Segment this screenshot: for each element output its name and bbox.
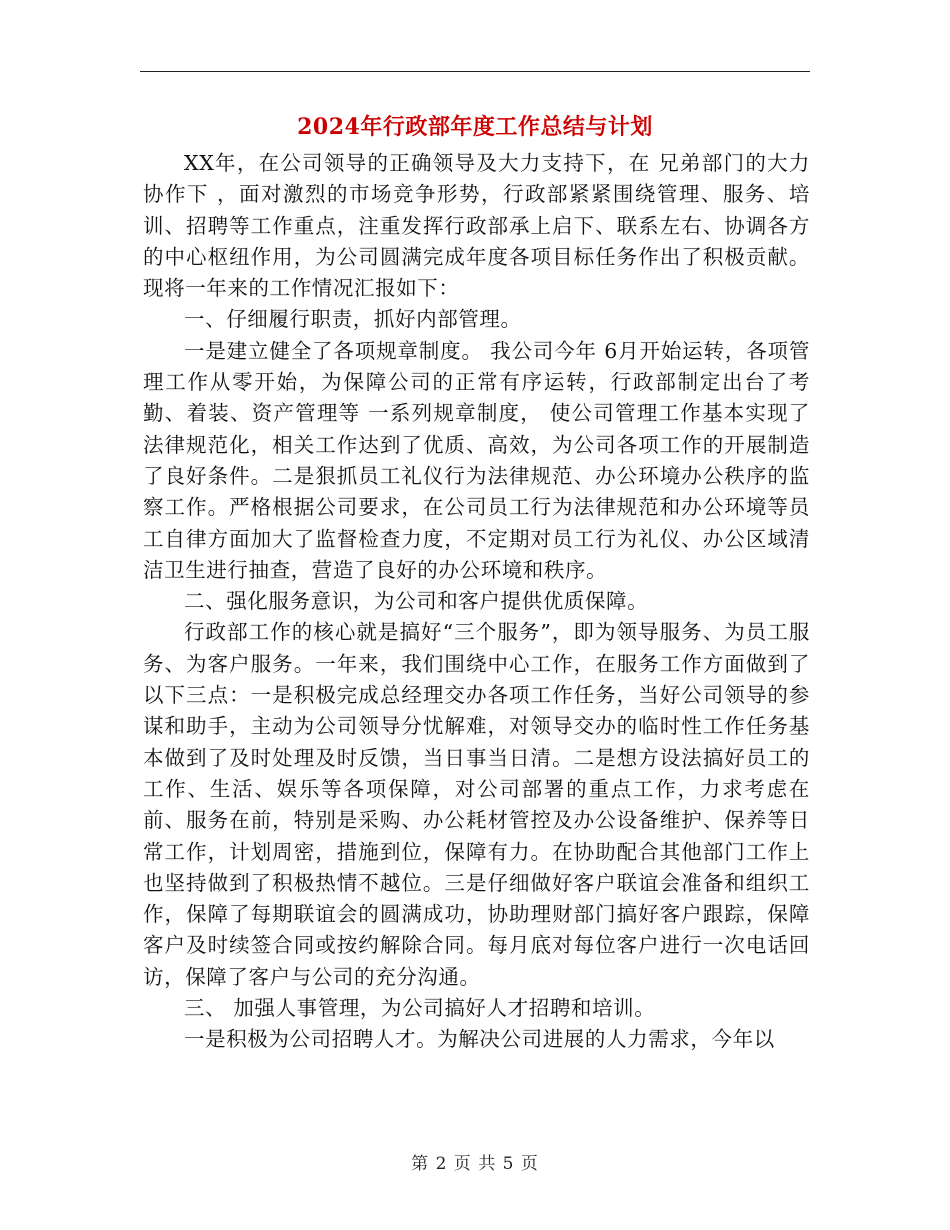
document-body <box>143 148 810 1056</box>
section-1-paragraph: 一是建立健全了各项规章制度。 我公司今年 6月开始运转，各项管理工作从零开始，为保障公司的正常有序运转，行政部制定出台了考勤、着装、资产管理等 一系列规章制度， 使公司管理工作基本实现了法律规范化，相关工作达到了优质、高效，为公司各项工作的开展制造了良好条件。二是狠抓员工礼仪行为法律规范、办公环境办公秩序的监察工作。严格根据公司要求，在公司员工行为法律规范和办公环境等员工自律方面加大了监督检查力度，不定期对员工行为礼仪、办公区域清洁卫生进行抽查，营造了良好的办公环境和秩序。 <box>143 338 810 582</box>
section-heading-2: 二、强化服务意识，为公司和客户提供优质保障。 <box>184 589 649 614</box>
section-heading-3: 三、 加强人事管理，为公司搞好人才招聘和培训。 <box>184 996 656 1021</box>
document-title: 2024年行政部年度工作总结与计划 <box>297 114 653 140</box>
section-3-paragraph: 一是积极为公司招聘人才。为解决公司进展的人力需求，今年以 <box>184 1027 775 1052</box>
section-2-paragraph: 行政部工作的核心就是搞好“三个服务”，即为领导服务、为员工服务、为客户服务。一年来，我们围绕中心工作，在服务工作方面做到了以下三点：一是积极完成总经理交办各项工作任务，当好公司领导的参谋和助手，主动为公司领导分忧解难，对领导交办的临时性工作任务基本做到了及时处理及时反馈，当日事当日清。二是想方设法搞好员工的工作、生活、娱乐等各项保障，对公司部署的重点工作，力求考虑在前、服务在前，特别是采购、办公耗材管控及办公设备维护、保养等日常工作，计划周密，措施到位，保障有力。在协助配合其他部门工作上也坚持做到了积极热情不越位。三是仔细做好客户联谊会准备和组织工作，保障了每期联谊会的圆满成功，协助理财部门搞好客户跟踪，保障客户及时续签合同或按约解除合同。每月底对每位客户进行一次电话回访，保障了客户与公司的充分沟通。 <box>143 620 810 989</box>
intro-paragraph: XX年，在公司领导的正确领导及大力支持下，在 兄弟部门的大力协作下 ，面对激烈的市场竞争形势，行政部紧紧围绕管理、服务、培训、招聘等工作重点，注重发挥行政部承上启下、联系左右、协调各方的中心枢纽作用，为公司圆满完成年度各项目标任务作出了积极贡献。现将一年来的工作情况汇报如下： <box>143 151 810 301</box>
page-number-footer: 第 2 页 共 5 页 <box>411 1154 539 1174</box>
section-heading-1: 一、仔细履行职责，抓好内部管理。 <box>184 307 522 332</box>
header-rule <box>140 71 810 72</box>
